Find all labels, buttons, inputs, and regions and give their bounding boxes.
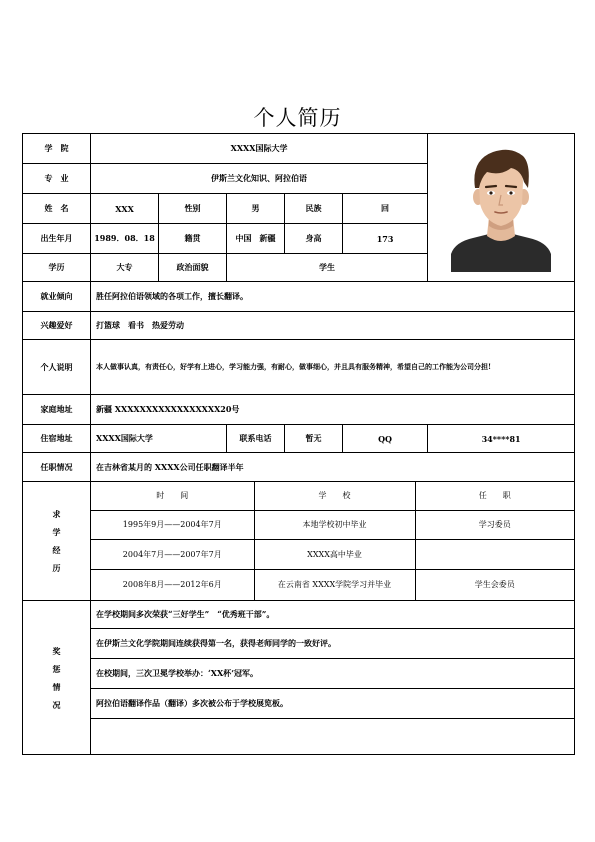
school-value: XXXX国际大学 <box>91 134 428 164</box>
home-address-value: 新疆 XXXXXXXXXXXXXXXXX20号 <box>91 395 575 425</box>
qq-label: QQ <box>343 425 428 453</box>
study-history-section <box>91 482 575 601</box>
gender-label: 性别 <box>159 194 227 224</box>
study-row-school: 本地学校初中毕业 <box>254 510 415 539</box>
award-item: 在校期间，三次卫冕学校举办：‘XX杯’冠军。 <box>91 659 575 689</box>
phone-value: 暂无 <box>285 425 343 453</box>
school-label: 学 院 <box>23 134 91 164</box>
phone-label: 联系电话 <box>227 425 285 453</box>
study-row-role <box>415 539 574 569</box>
home-address-label: 家庭地址 <box>23 395 91 425</box>
awards-char-4: 况 <box>52 699 61 710</box>
page-title: 个人简历 <box>253 106 342 130</box>
birth-value: 1989．08．18 <box>91 224 159 254</box>
study-header-time: 时 间 <box>91 482 254 510</box>
name-label: 姓 名 <box>23 194 91 224</box>
origin-value: 中国 新疆 <box>227 224 285 254</box>
award-item: 阿拉伯语翻译作品（翻译）多次被公布于学校展览板。 <box>91 689 575 719</box>
study-row-time: 2008年8月——2012年6月 <box>91 569 254 600</box>
avatar <box>451 142 551 272</box>
hobbies-label: 兴趣爱好 <box>23 312 91 340</box>
qq-value: 34****81 <box>428 425 575 453</box>
major-value: 伊斯兰文化知识、阿拉伯语 <box>91 164 428 194</box>
awards-char-3: 情 <box>52 681 61 692</box>
political-value: 学生 <box>227 254 428 282</box>
study-header-role: 任 职 <box>415 482 574 510</box>
major-label: 专 业 <box>23 164 91 194</box>
education-label: 学历 <box>23 254 91 282</box>
job-intent-value: 胜任阿拉伯语领域的各项工作，擅长翻译。 <box>91 282 575 312</box>
duty-label: 任职情况 <box>23 453 91 482</box>
gender-value: 男 <box>227 194 285 224</box>
height-label: 身高 <box>285 224 343 254</box>
study-char-1: 求 <box>52 509 61 519</box>
study-char-3: 经 <box>52 545 61 555</box>
awards-char-1: 奖 <box>52 645 61 656</box>
study-row-role: 学生会委员 <box>415 569 574 600</box>
awards-char-2: 惩 <box>52 663 61 674</box>
study-row-role: 学习委员 <box>415 510 574 539</box>
ethnicity-value: 回 <box>343 194 428 224</box>
awards-label <box>23 601 91 755</box>
study-history-label <box>23 482 91 601</box>
study-header-school: 学 校 <box>254 482 415 510</box>
current-address-value: XXXX国际大学 <box>91 425 227 453</box>
ethnicity-label: 民族 <box>285 194 343 224</box>
political-label: 政治面貌 <box>159 254 227 282</box>
award-item-empty <box>91 719 575 755</box>
study-row-school: 在云南省 XXXX学院学习并毕业 <box>254 569 415 600</box>
birth-label: 出生年月 <box>23 224 91 254</box>
name-value: XXX <box>91 194 159 224</box>
study-char-2: 学 <box>52 527 61 537</box>
hobbies-value: 打篮球 看书 热爱劳动 <box>91 312 575 340</box>
duty-value: 在吉林省某月的 XXXX公司任职翻译半年 <box>91 453 575 482</box>
resume-table <box>22 133 575 755</box>
study-row-school: XXXX高中毕业 <box>254 539 415 569</box>
self-intro-label: 个人说明 <box>23 340 91 395</box>
study-row-time: 1995年9月——2004年7月 <box>91 510 254 539</box>
self-intro-value: 本人做事认真，有责任心，好学有上进心，学习能力强，有耐心，做事细心，并且具有服务精神，希望自己的工作能为公司分担! <box>91 340 575 395</box>
award-item: 在学校期间多次荣获“三好学生” “优秀班干部”。 <box>91 601 575 629</box>
education-value: 大专 <box>91 254 159 282</box>
photo-cell <box>428 134 575 282</box>
study-row-time: 2004年7月——2007年7月 <box>91 539 254 569</box>
height-value: 173 <box>343 224 428 254</box>
study-history-table <box>91 482 574 600</box>
job-intent-label: 就业倾向 <box>23 282 91 312</box>
current-address-label: 住宿地址 <box>23 425 91 453</box>
origin-label: 籍贯 <box>159 224 227 254</box>
study-char-4: 历 <box>52 563 61 573</box>
award-item: 在伊斯兰文化学院期间连续获得第一名，获得老师同学的一致好评。 <box>91 629 575 659</box>
